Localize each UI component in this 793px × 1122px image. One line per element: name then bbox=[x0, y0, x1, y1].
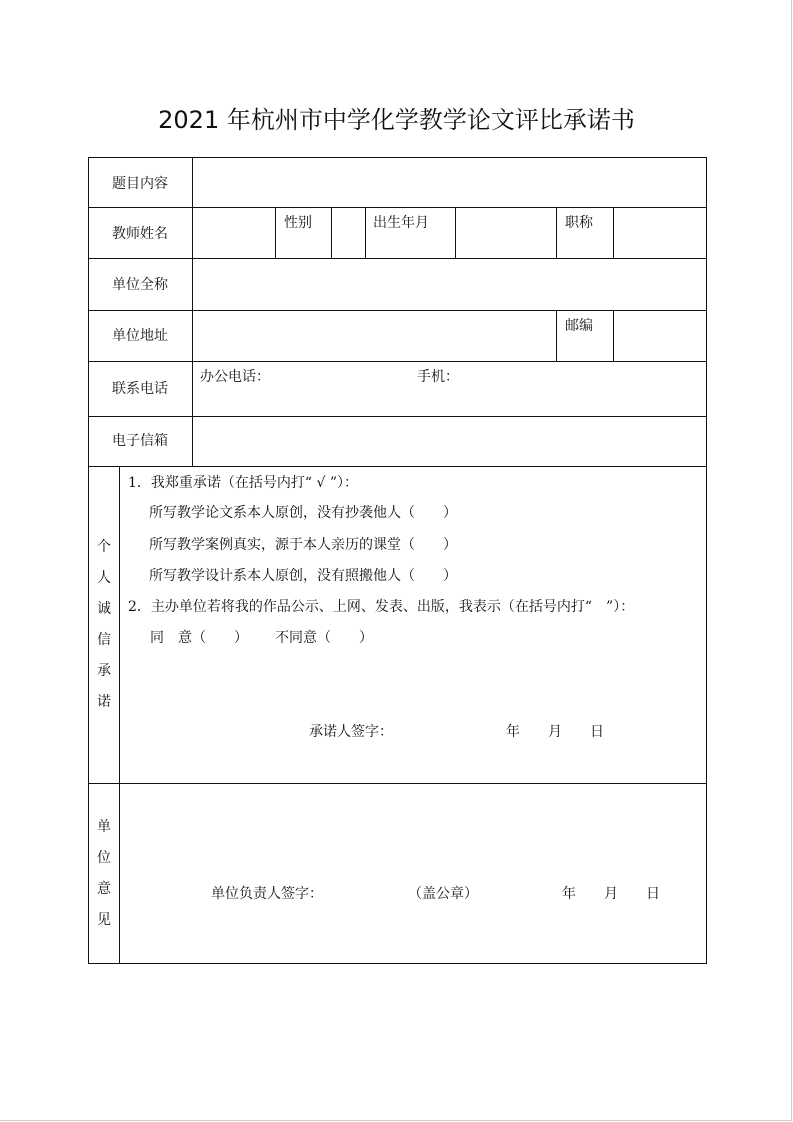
col-divider bbox=[275, 207, 276, 258]
promise-side-char: 个 bbox=[97, 539, 111, 555]
table-border-left bbox=[88, 157, 89, 964]
agree-option: 同 意（ ） bbox=[150, 630, 248, 646]
opinion-side-char: 位 bbox=[97, 850, 111, 866]
col-divider bbox=[119, 466, 120, 963]
promise-side-char: 人 bbox=[97, 570, 111, 586]
opinion-side-char: 单 bbox=[97, 819, 111, 835]
promise-side-char: 信 bbox=[97, 632, 111, 648]
promise-line-2: 2．主办单位若将我的作品公示、上网、发表、出版，我表示（在括号内打“ ”）： bbox=[128, 599, 635, 615]
unit-name-label: 单位全称 bbox=[112, 277, 168, 293]
col-divider bbox=[192, 157, 193, 466]
disagree-option: 不同意（ ） bbox=[275, 630, 373, 646]
col-divider bbox=[613, 310, 614, 361]
row-divider bbox=[88, 416, 707, 417]
promise-line-1: 1．我郑重承诺（在括号内打“ √ ”）： bbox=[128, 475, 359, 491]
opinion-day-label: 日 bbox=[646, 886, 660, 902]
promise-month-label: 月 bbox=[548, 724, 562, 740]
office-phone-label: 办公电话： bbox=[200, 369, 270, 385]
birth-label: 出生年月 bbox=[373, 215, 429, 231]
col-divider bbox=[556, 207, 557, 258]
row-divider bbox=[88, 258, 707, 259]
promise-day-label: 日 bbox=[590, 724, 604, 740]
unit-address-label: 单位地址 bbox=[112, 328, 168, 344]
col-divider bbox=[455, 207, 456, 258]
col-divider bbox=[331, 207, 332, 258]
page-title: 2021 年杭州市中学化学教学论文评比承诺书 bbox=[158, 106, 635, 134]
row-divider bbox=[88, 207, 707, 208]
col-divider bbox=[613, 207, 614, 258]
promise-item-1: 所写教学论文系本人原创，没有抄袭他人（ ） bbox=[149, 505, 457, 521]
email-label: 电子信箱 bbox=[112, 433, 168, 449]
promise-side-char: 承 bbox=[97, 663, 111, 679]
row-divider bbox=[88, 466, 707, 467]
col-divider bbox=[556, 310, 557, 361]
gender-label: 性别 bbox=[284, 215, 312, 231]
unit-head-signature-label: 单位负责人签字： bbox=[211, 886, 323, 902]
promise-item-3: 所写教学设计系本人原创，没有照搬他人（ ） bbox=[149, 568, 457, 584]
row-divider bbox=[88, 157, 707, 158]
table-border-right bbox=[706, 157, 707, 964]
opinion-year-label: 年 bbox=[562, 886, 576, 902]
opinion-side-char: 意 bbox=[97, 881, 111, 897]
teacher-name-label: 教师姓名 bbox=[112, 226, 168, 242]
seal-label: （盖公章） bbox=[408, 886, 478, 902]
promise-signature-label: 承诺人签字： bbox=[309, 724, 393, 740]
row-divider bbox=[88, 310, 707, 311]
promise-side-char: 诺 bbox=[97, 694, 111, 710]
mobile-label: 手机： bbox=[417, 369, 459, 385]
opinion-month-label: 月 bbox=[604, 886, 618, 902]
row-divider bbox=[88, 361, 707, 362]
opinion-side-char: 见 bbox=[97, 912, 111, 928]
col-divider bbox=[365, 207, 366, 258]
row-divider bbox=[88, 783, 707, 784]
promise-item-2: 所写教学案例真实，源于本人亲历的课堂（ ） bbox=[149, 537, 457, 553]
phone-label: 联系电话 bbox=[112, 381, 168, 397]
job-title-label: 职称 bbox=[565, 215, 593, 231]
promise-side-char: 诚 bbox=[97, 601, 111, 617]
promise-year-label: 年 bbox=[506, 724, 520, 740]
row-divider bbox=[88, 963, 707, 964]
postcode-label: 邮编 bbox=[565, 318, 593, 334]
topic-label: 题目内容 bbox=[112, 176, 168, 192]
